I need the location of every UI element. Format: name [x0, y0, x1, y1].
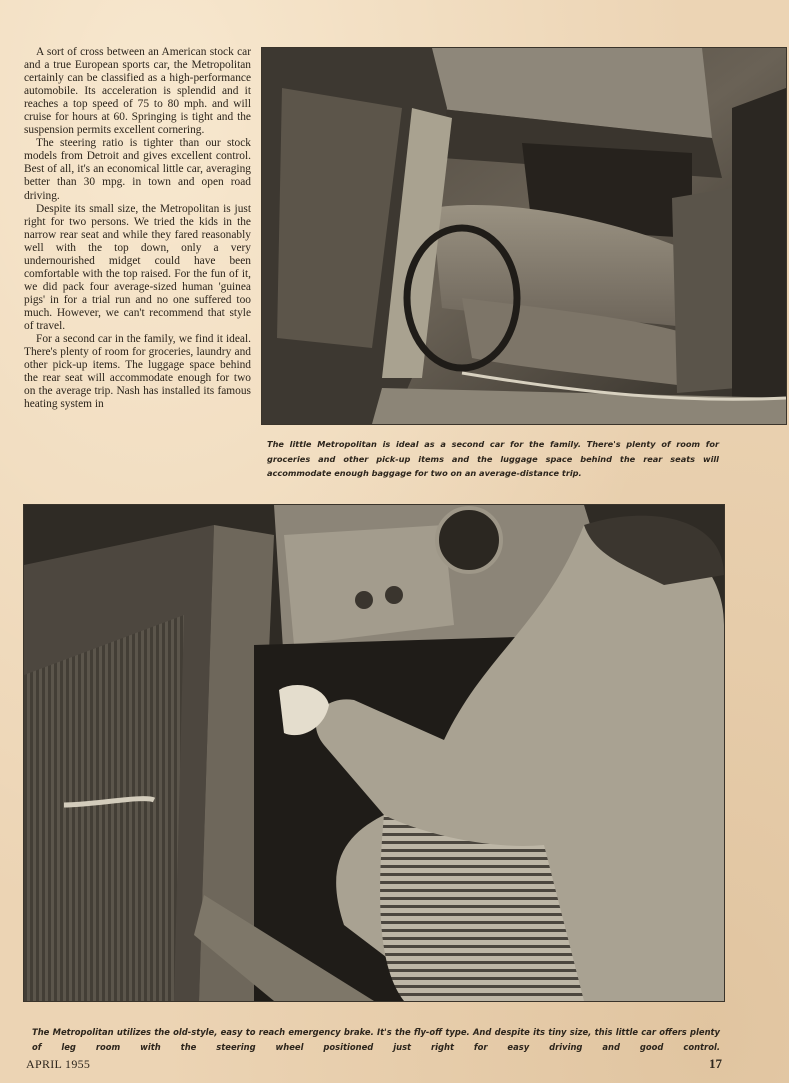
- rear-seat-photo: [261, 47, 787, 425]
- issue-date: APRIL 1955: [26, 1057, 91, 1071]
- article-paragraph: For a second car in the family, we find it ideal. There's plenty of room for groceries, laundry and other pick-up items. The luggage space behind the rear seat will accommodate enough for two on the average trip. Nash has installed its famous heating system in: [24, 333, 251, 411]
- article-paragraph: A sort of cross between an American stock car and a true European sports car, the Metropolitan certainly can be classified as a high-performance automobile. Its acceleration is splendid and it reaches a top speed of 75 to 80 mph. and will cruise for hours at 60. Springing is tight and the suspension permits excellent cornering.: [24, 46, 251, 137]
- article-paragraph: The steering ratio is tighter than our stock models from Detroit and gives excellent control. Best of all, it's an economical little car, averaging better than 30 mpg. in town and open road driving.: [24, 137, 251, 202]
- article-paragraph: Despite its small size, the Metropolitan is just right for two persons. We tried the kids in the narrow rear seat and while they fared reasonably well with the top down, only a very undernourished midget could have been comfortable with the top raised. For the fun of it, we did pack four average-sized human 'guinea pigs' in for a trial run and no one suffered too much. However, we can't recommend that style of travel.: [24, 202, 251, 332]
- top-photo-caption: The little Metropolitan is ideal as a second car for the family. There's plenty of room for groceries and other pick-up items and the luggage space behind the rear seats will accommodate enough baggage for two on an average-distance trip.: [267, 439, 719, 478]
- page-number: 17: [709, 1056, 722, 1071]
- bottom-photo-caption: The Metropolitan utilizes the old-style, easy to reach emergency brake. It's the fly-off type. And despite its tiny size, this little car offers plenty of leg room with the steering wheel positioned just right for easy driving and good control.: [32, 1027, 720, 1052]
- emergency-brake-photo: [23, 504, 725, 1002]
- article-column: [24, 46, 251, 411]
